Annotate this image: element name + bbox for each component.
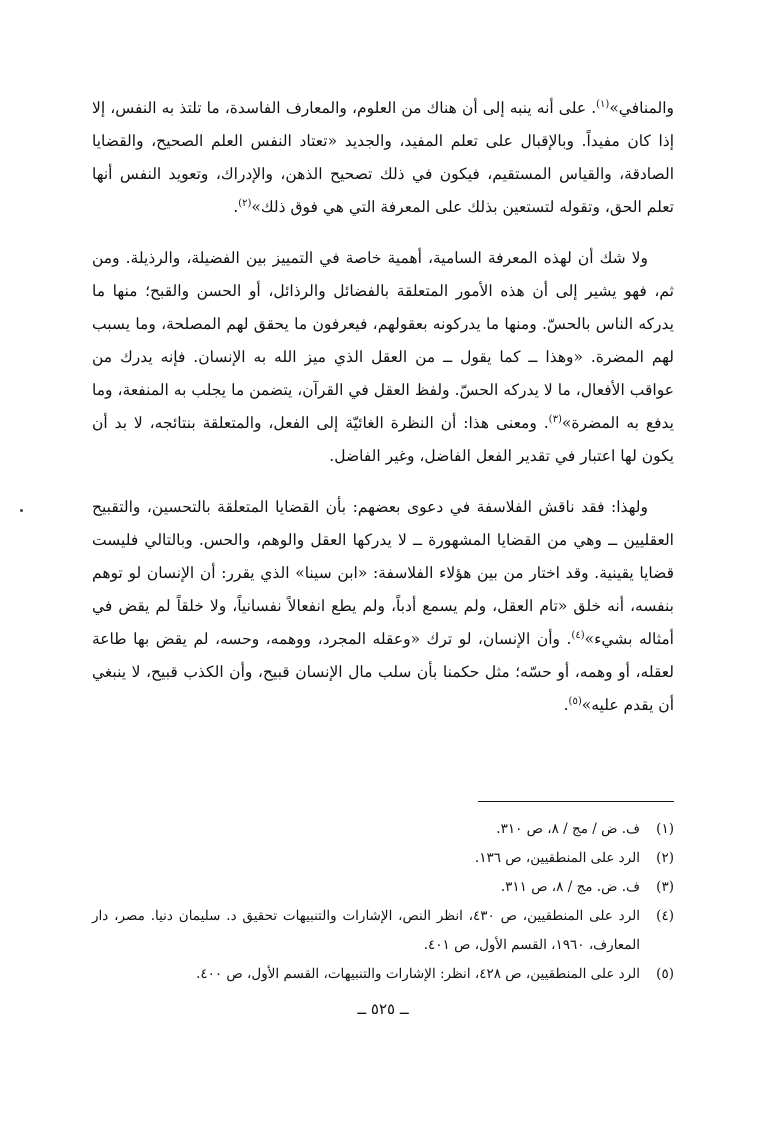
footnote-ref: (٣) [548, 413, 562, 425]
footnote-number: (٢) [656, 850, 674, 866]
text-run: ولهذا: فقد ناقش الفلاسفة في دعوى بعضهم: بأن القضايا المتعلقة بالتحسين، والتقبيح العقليين ــ وهي من القضايا المشهورة ــ لا يدركها العقل والوهم، والحس. وبالتالي فليست قضايا يقينية. وقد اختار من بين هؤلاء الفلاسفة: «ابن سينا» الذي يقرر: أن الإنسان لو توهم بنفسه، أنه خلق «تام العقل، ولم يسمع أدباً، ولم يطع انفعالاً نفسانياً، ولا خلقاً لم يقض في أمثاله بشيء» [92, 498, 674, 648]
footnote [92, 960, 674, 989]
footnote-number: (٣) [656, 879, 674, 895]
text-run: ولا شك أن لهذه المعرفة السامية، أهمية خاصة في التمييز بين الفضيلة، والرذيلة. ومن ثم، فهو يشير إلى أن هذه الأمور المتعلقة بالفضائل والرذائل، أو الحسن والقبح؛ منها ما يدركه الناس بالحسّ. ومنها ما يدركونه بعقولهم، فيعرفون ما يحقق لهم المصلحة، وما يسبب لهم المضرة. «وهذا ــ كما يقول ــ من العقل الذي ميز الله به الإنسان. فإنه يدرك من عواقب الأفعال، ما لا يدركه الحسّ. ولفظ العقل في القرآن، يتضمن ما يجلب به المنفعة، وما يدفع به المضرة» [92, 249, 674, 432]
paragraph-3 [92, 491, 674, 722]
footnote-number: (٥) [656, 966, 674, 982]
text-run: . [233, 198, 239, 216]
footnote-text: الرد على المنطقيين، ص ٤٣٠، انظر النص، الإشارات والتنبيهات تحقيق د. سليمان دنيا. مصر، دار المعارف، ١٩٦٠، القسم الأول، ص ٤٠١. [92, 908, 641, 953]
footnote [92, 815, 674, 844]
margin-mark [20, 509, 23, 512]
footnote-ref: (١) [596, 98, 610, 110]
footnote-number: (١) [656, 821, 674, 837]
footnote [92, 873, 674, 902]
footnote-number: (٤) [656, 908, 674, 924]
footnote-text: ف. ض / مج / ٨، ص ٣١٠. [496, 821, 640, 837]
footnotes [92, 815, 674, 989]
paragraph-2 [92, 242, 674, 473]
page-number: ــ ٥٢٥ ــ [357, 1000, 409, 1018]
footnote-text: ف. ض. مج / ٨، ص ٣١١. [500, 879, 640, 895]
footnote-ref: (٤) [571, 629, 585, 641]
footnote-ref: (٥) [568, 695, 582, 707]
footnote-text: الرد على المنطقيين، ص ١٣٦. [474, 850, 640, 866]
footnote-separator [478, 801, 674, 802]
paragraph-1 [92, 92, 674, 224]
body-text [92, 92, 674, 740]
footnote [92, 844, 674, 873]
footnote-ref: (٢) [238, 197, 252, 209]
text-run: . على أنه ينبه إلى أن هناك من العلوم، والمعارف الفاسدة، ما تلتذ به النفس، إلا إذا كان مفيداً. وبالإقبال على تعلم المفيد، والجديد «تعتاد النفس العلم الصحيح، والقضايا الصادقة، والقياس المستقيم، فيكون في ذلك تصحيح الذهن، والإدراك، وتعويد النفس أنها تعلم الحق، وتقوله لتستعين بذلك على المعرفة التي هي فوق ذلك» [92, 99, 674, 216]
text-run: والمنافي» [609, 99, 674, 117]
footnote-text: الرد على المنطقيين، ص ٤٢٨، انظر: الإشارات والتنبيهات، القسم الأول، ص ٤٠٠. [196, 966, 640, 982]
text-run: . وأن الإنسان، لو ترك «وعقله المجرد، ووهمه، وحسه، لم يقض بها طاعة لعقله، أو وهمه، أو حسّه؛ مثل حكمنا بأن سلب مال الإنسان قبيح، وأن الكذب قبيح، لا ينبغي أن يقدم عليه» [92, 630, 674, 714]
text-run: . ومعنى هذا: أن النظرة الغائيّة إلى الفعل، والمتعلقة بنتائجه، لا بد أن يكون لها اعتبار في تقدير الفعل الفاضل، وغير الفاضل. [92, 414, 674, 465]
text-run: . [563, 696, 569, 714]
footnote [92, 902, 674, 960]
